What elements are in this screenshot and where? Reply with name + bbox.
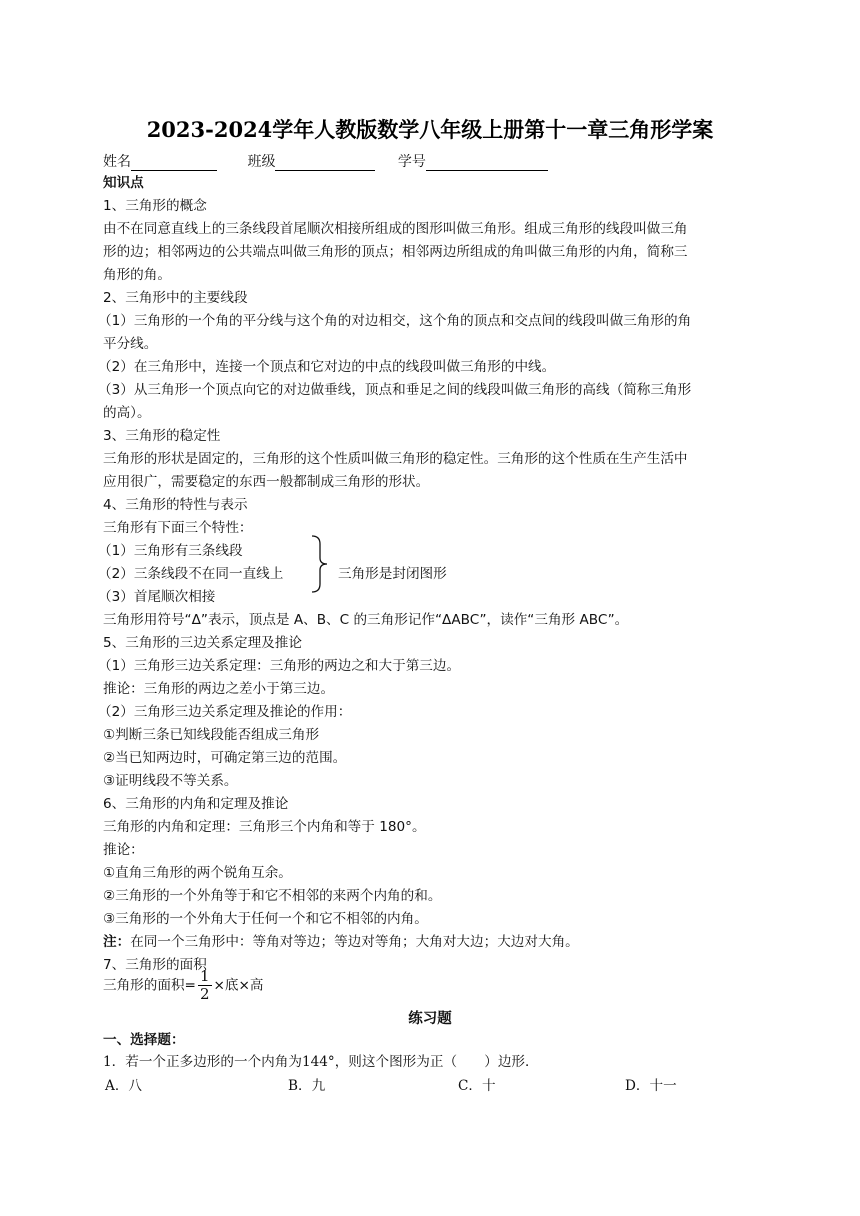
section-4-item-2: （2）三条线段不在同一直线上: [98, 566, 284, 582]
option-a[interactable]: A．八: [105, 1078, 143, 1094]
option-b[interactable]: B．九: [288, 1078, 326, 1094]
section-4-title: 4、三角形的特性与表示: [103, 497, 248, 513]
section-4-notation: 三角形用符号“Δ”表示，顶点是 A、B、C 的三角形记作“ΔABC”，读作“三角形 ABC”。: [103, 612, 629, 628]
option-d[interactable]: D．十一: [625, 1078, 677, 1094]
name-label: 姓名: [103, 154, 131, 170]
note-text: 在同一个三角形中：等角对等边；等边对等角；大角对大边；大边对大角。: [130, 934, 579, 950]
student-id-label: 学号: [397, 154, 426, 170]
section-5-theorem: （1）三角形三边关系定理：三角形的两边之和大于第三边。: [98, 658, 461, 674]
section-4-conclusion: 三角形是封闭图形: [338, 566, 447, 582]
section-4-intro: 三角形有下面三个特性：: [103, 520, 253, 536]
section-1-text-line-3: 角形的角。: [103, 267, 171, 283]
section-6-theorem: 三角形的内角和定理：三角形三个内角和等于 180°。: [103, 819, 426, 835]
student-id-field[interactable]: [398, 151, 548, 171]
note-line: [103, 932, 579, 952]
section-2-text-line-3: （2）在三角形中，连接一个顶点和它对边的中点的线段叫做三角形的中线。: [98, 359, 556, 375]
section-5-corollary: 推论：三角形的两边之差小于第三边。: [103, 681, 335, 697]
area-formula-prefix: 三角形的面积=: [103, 977, 196, 994]
section-3-text-line-2: 应用很广，需要稳定的东西一般都制成三角形的形状。: [103, 474, 430, 490]
section-5-usage-3: ③证明线段不等关系。: [103, 773, 238, 789]
section-1-text-line-1: 由不在同意直线上的三条线段首尾顺次相接所组成的图形叫做三角形。组成三角形的线段叫做三角: [103, 221, 688, 237]
section-1-title: 1、三角形的概念: [103, 198, 207, 214]
document-title: 2023-2024学年人教版数学八年级上册第十一章三角形学案: [146, 117, 714, 142]
name-blank[interactable]: [131, 154, 217, 171]
section-6-corollary-label: 推论：: [103, 842, 144, 858]
class-field[interactable]: [247, 151, 375, 171]
knowledge-heading: 知识点: [103, 175, 144, 191]
student-id-blank[interactable]: [426, 154, 548, 171]
fraction-denominator: 2: [199, 985, 210, 1003]
section-5-usage-title: （2）三角形三边关系定理及推论的作用：: [98, 704, 352, 720]
section-2-text-line-4: （3）从三角形一个顶点向它的对边做垂线，顶点和垂足之间的线段叫做三角形的高线（简称三角形: [98, 382, 692, 398]
section-4-item-1: （1）三角形有三条线段: [98, 543, 243, 559]
class-label: 班级: [247, 154, 276, 170]
student-info-row: [103, 151, 548, 171]
section-2-title: 2、三角形中的主要线段: [103, 290, 248, 306]
section-5-title: 5、三角形的三边关系定理及推论: [103, 635, 302, 651]
practice-title: 练习题: [408, 1011, 452, 1027]
fraction-numerator: 1: [199, 967, 210, 985]
section-5-usage-1: ①判断三条已知线段能否组成三角形: [103, 727, 320, 743]
multiple-choice-heading: 一、选择题：: [103, 1032, 185, 1048]
question-1: 1．若一个正多边形的一个内角为144°，则这个图形为正（ ）边形．: [103, 1054, 539, 1070]
section-5-usage-2: ②当已知两边时，可确定第三边的范围。: [103, 750, 347, 766]
section-2-text-line-2: 平分线。: [103, 336, 158, 352]
section-6-corollary-2: ②三角形的一个外角等于和它不相邻的来两个内角的和。: [103, 888, 442, 904]
section-3-text-line-1: 三角形的形状是固定的，三角形的这个性质叫做三角形的稳定性。三角形的这个性质在生产生活中: [103, 451, 688, 467]
section-7-title: 7、三角形的面积: [103, 957, 207, 973]
section-6-corollary-1: ①直角三角形的两个锐角互余。: [103, 865, 292, 881]
section-2-text-line-5: 的高）。: [103, 405, 151, 421]
section-4-item-3: （3）首尾顺次相接: [98, 589, 216, 605]
section-1-text-line-2: 形的边；相邻两边的公共端点叫做三角形的顶点；相邻两边所组成的角叫做三角形的内角，简称三: [103, 244, 688, 260]
area-formula-suffix: ×底×高: [213, 977, 264, 994]
section-6-corollary-3: ③三角形的一个外角大于任何一个和它不相邻的内角。: [103, 911, 428, 927]
note-label: 注：: [103, 934, 131, 950]
right-brace-icon: [309, 534, 331, 594]
section-6-title: 6、三角形的内角和定理及推论: [103, 796, 289, 812]
one-half-fraction: [198, 968, 212, 1003]
area-formula: [103, 968, 263, 1003]
section-3-title: 3、三角形的稳定性: [103, 428, 221, 444]
section-2-text-line-1: （1）三角形的一个角的平分线与这个角的对边相交，这个角的顶点和交点间的线段叫做三角形的角: [98, 313, 692, 329]
class-blank[interactable]: [275, 154, 375, 171]
name-field[interactable]: [103, 151, 217, 171]
option-c[interactable]: C．十: [458, 1078, 496, 1094]
